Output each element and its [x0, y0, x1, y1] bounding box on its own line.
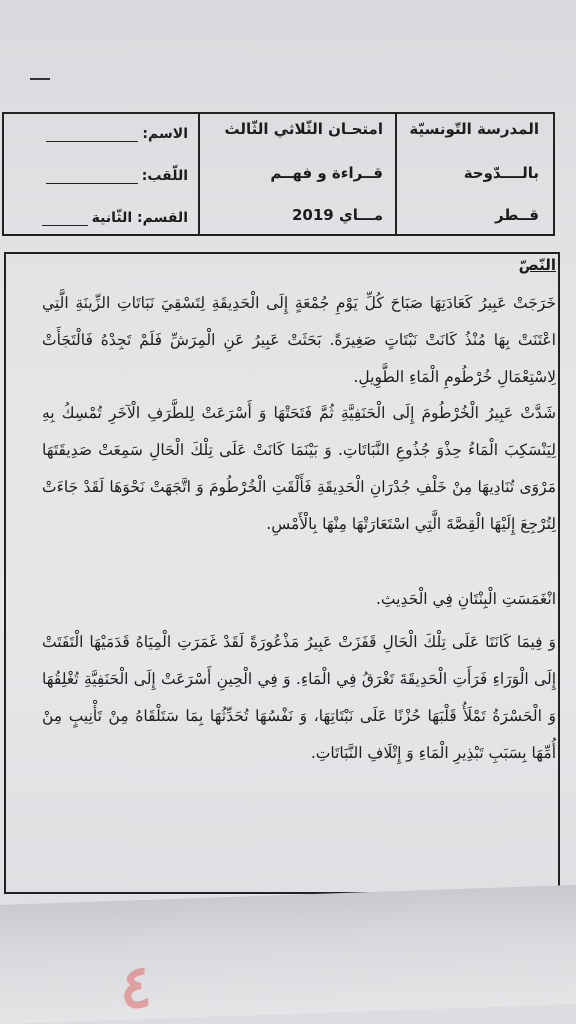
class-field — [42, 210, 188, 226]
school-line-1: المدرسة التّونسيّة — [409, 120, 539, 138]
school-cell — [395, 114, 553, 234]
paragraph-3: انْغَمَسَتِ الْبِنْتَانِ فِي الْحَدِيثِ. — [375, 590, 556, 608]
name-field — [46, 126, 188, 142]
paragraph-2: شَدَّتْ عَبِيرُ الْخُرْطُومَ إِلَى الْحَنَفِيَّةِ ثُمَّ فَتَحَتْهَا وَ أَسْرَعَتْ لِلطَّرَفِ الْآخَرِ تُمْسِكُ بِهِ لِيَنْسَكِبَ الْمَاءُ حِذْوَ جُذُوعِ النَّبَاتَاتِ. وَ بَيْنَمَا كَانَتْ عَلَى تِلْكَ الْحَالِ سَمِعَتْ صَدِيقَتَهَا مَرْوَى تُنَادِيهَا مِنْ خَلْفِ جُدْرَانِ الْحَدِيقَةِ فَأَلْقَتِ الْخُرْطُومَ وَ اتَّجَهَتْ نَحْوَهَا لَقَدْ جَاءَتْ لِتُرْجِعَ إِلَيْهَا الْقِصَّةَ الَّتِي اسْتَعَارَتْهَا مِنْهَا بِالْأَمْسِ. — [42, 404, 556, 533]
paragraph-4: وَ فِيمَا كَانَتَا عَلَى تِلْكَ الْحَالِ قَفَزَتْ عَبِيرُ مَذْعُورَةً لَقَدْ غَمَرَتِ الْمِيَاهُ قَدَمَيْهَا الْتَفَتَتْ إِلَى الْوَرَاءِ فَرَأَتِ الْحَدِيقَةَ تَغْرَقُ فِي الْمَاءِ. وَ فِي الْحِينِ أَسْرَعَتْ إِلَى الْحَنَفِيَّةِ تُغْلِقُهَا وَ الْحَسْرَةُ تَمْلَأُ قَلْبَهَا حُزْنًا عَلَى نَبْتَاتِهَا، وَ نَفْسُهَا تُحَدِّثُهَا بِمَا سَتَلْقَاهُ مِنْ تَأْنِيبٍ مِنْ أُمِّهَا بِسَبَبِ تَبْذِيرِ الْمَاءِ وَ إِتْلَافِ النَّبَاتَاتِ. — [42, 633, 556, 762]
name-label: الاسم: — [142, 126, 188, 142]
exam-header — [2, 112, 555, 236]
text-title: النّصّ — [518, 256, 556, 274]
exam-cell — [198, 114, 395, 234]
class-label: القسم: الثّانية — [91, 210, 188, 226]
class-blank[interactable] — [42, 225, 88, 226]
pen-mark — [30, 78, 50, 80]
paragraph-1: خَرَجَتْ عَبِيرُ كَعَادَتِهَا صَبَاحَ كُلِّ يَوْمِ جُمْعَةٍ إِلَى الْحَدِيقَةِ لِتَسْقِيَ نَبَاتَاتِ الزِّينَةِ الَّتِي اعْتَنَتْ بِهَا مُنْذُ كَانَتْ نَبْتَاتٍ صَغِيرَةً. بَحَثَتْ عَبِيرُ عَنِ الْمِرَشِّ فَلَمْ تَجِدْهُ فَالْتَجَأَتْ لِاسْتِعْمَالِ خُرْطُومِ الْمَاءِ الطَّوِيلِ. — [42, 294, 556, 386]
exam-subject: قــراءة و فهــم — [270, 164, 383, 182]
next-page-edge — [0, 885, 576, 1024]
exam-title: امتحـان الثّلاثي الثّالث — [224, 120, 383, 138]
surname-blank[interactable] — [46, 183, 138, 184]
student-cell — [4, 114, 198, 234]
red-grade-mark: ٤ — [120, 952, 153, 1022]
school-line-3: قــطر — [494, 206, 539, 224]
surname-field — [46, 168, 188, 184]
surname-label: اللّقب: — [141, 168, 188, 184]
exam-date: مـــاي 2019 — [291, 206, 383, 224]
name-blank[interactable] — [46, 141, 138, 142]
school-line-2: بالــــدّوحة — [463, 164, 539, 182]
